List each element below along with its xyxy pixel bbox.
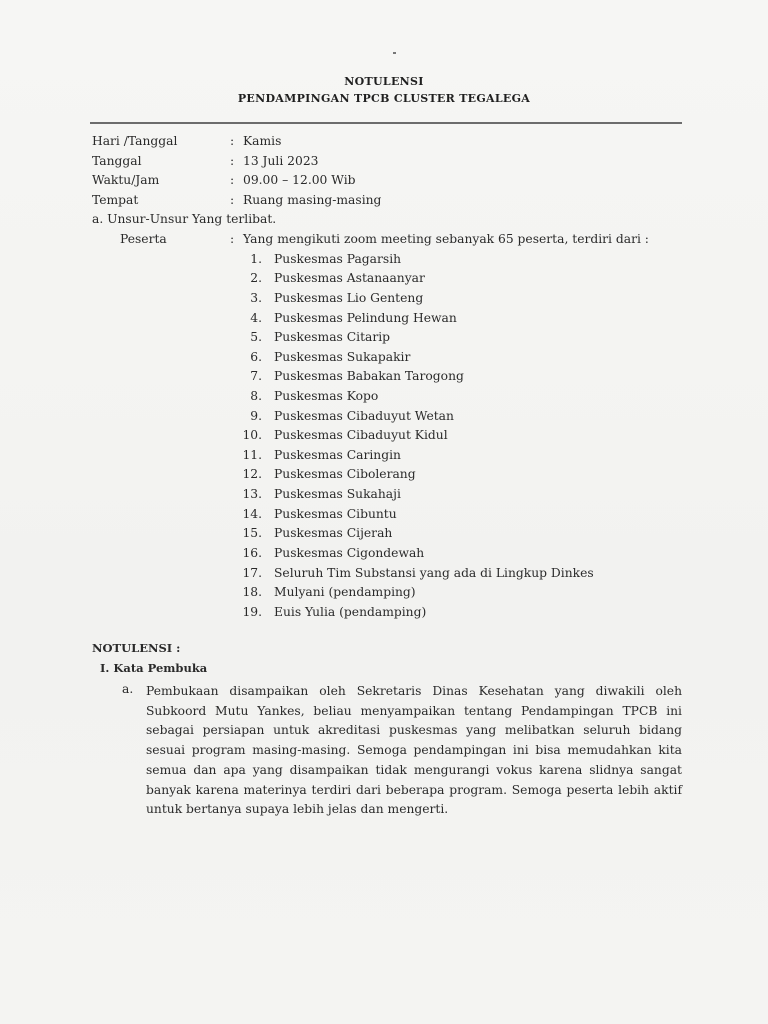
title-divider <box>90 122 682 124</box>
info-value-tanggal: 13 Juli 2023 <box>243 154 319 168</box>
document-page: NOTULENSI PENDAMPINGAN TPCB CLUSTER TEGALEGA Hari /Tanggal : Kamis Tanggal : 13 Juli 2023 Waktu/Jam : 09.00 – 12.00 Wib Tempat : Ruang masing-masing a. Unsur-Unsur Yang terlibat. Peserta : Yang mengikuti zoom meeting sebanyak 65 peserta, terdiri dari : 1. Puskesmas Pagarsih 2. Puskesmas Astanaanyar 3. Puskesmas Lio Genteng 4. Puskesmas Pelindung Hewan 5. Puskesmas Citarip 6. Puskesmas Sukapakir 7. Puskesmas Babakan Tarogong 8. Puskesmas Kopo 9. Puskesmas Cibaduyut Wetan 10. Puskesmas Cibaduyut Kidul 11. Puskesmas Caringin 12. Puskesmas Cibolerang 13. Puskesmas Sukahaji 14. Puskesmas Cibuntu 15. Puskesmas Cijerah 16. Puskesmas Cigondewah 17. Seluruh Tim Substansi yang ada di Lingkup Dinkes 18. Mulyani (pendamping) 19. Euis Yulia (pendamping) NOTULENSI : I. Kata Pembuka a. Pembukaan disampaikan oleh Sekretaris Dinas Kesehatan yang diwakili oleh Subkoord Mutu Yankes, beliau menyampaikan tentang Pendampingan TPCB ini sebagai persiapan untuk akreditasi puskesmas yang melibatkan seluruh bidang sesuai program masing-masing. Semoga pendampingan ini bisa memudahkan kita semua dan apa yang disampaikan tidak mengurangi vokus karena slidnya sangat banyak karena materinya terdiri dari beberapa program. Semoga peserta lebih aktif untuk bertanya supaya lebih jelas dan mengerti. <box>0 0 768 1024</box>
peserta-colon: : <box>230 232 235 246</box>
paragraph-label: a. <box>122 682 134 696</box>
section-a-heading: a. Unsur-Unsur Yang terlibat. <box>92 212 277 226</box>
info-colon: : <box>230 173 235 187</box>
info-label-tempat: Tempat <box>92 193 139 207</box>
info-colon: : <box>230 134 235 148</box>
notulensi-heading: NOTULENSI : <box>92 641 181 655</box>
section-1-heading: I. Kata Pembuka <box>100 661 208 675</box>
info-colon: : <box>230 154 235 168</box>
info-value-tempat: Ruang masing-masing <box>243 193 382 207</box>
info-label-hari: Hari /Tanggal <box>92 134 178 148</box>
info-label-tanggal: Tanggal <box>92 154 142 168</box>
info-colon: : <box>230 193 235 207</box>
peserta-label: Peserta <box>120 232 167 246</box>
document-subtitle: PENDAMPINGAN TPCB CLUSTER TEGALEGA <box>237 92 531 105</box>
info-value-hari: Kamis <box>243 134 282 148</box>
info-label-waktu: Waktu/Jam <box>92 173 160 187</box>
peserta-intro: Yang mengikuti zoom meeting sebanyak 65 peserta, terdiri dari : <box>243 232 649 246</box>
opening-paragraph: Pembukaan disampaikan oleh Sekretaris Dinas Kesehatan yang diwakili oleh Subkoord Mutu Yankes, beliau menyampaikan tentang Pendampingan TPCB ini sebagai persiapan untuk akreditasi puskesmas yang melibatkan seluruh bidang sesuai program masing-masing. Semoga pendampingan ini bisa memudahkan kita semua dan apa yang disampaikan tidak mengurangi vokus karena slidnya sangat banyak karena materinya terdiri dari beberapa program. Semoga peserta lebih aktif untuk bertanya supaya lebih jelas dan mengerti. <box>146 684 682 817</box>
document-title: NOTULENSI <box>344 75 424 88</box>
info-value-waktu: 09.00 – 12.00 Wib <box>243 173 356 187</box>
scan-speck <box>393 52 396 54</box>
